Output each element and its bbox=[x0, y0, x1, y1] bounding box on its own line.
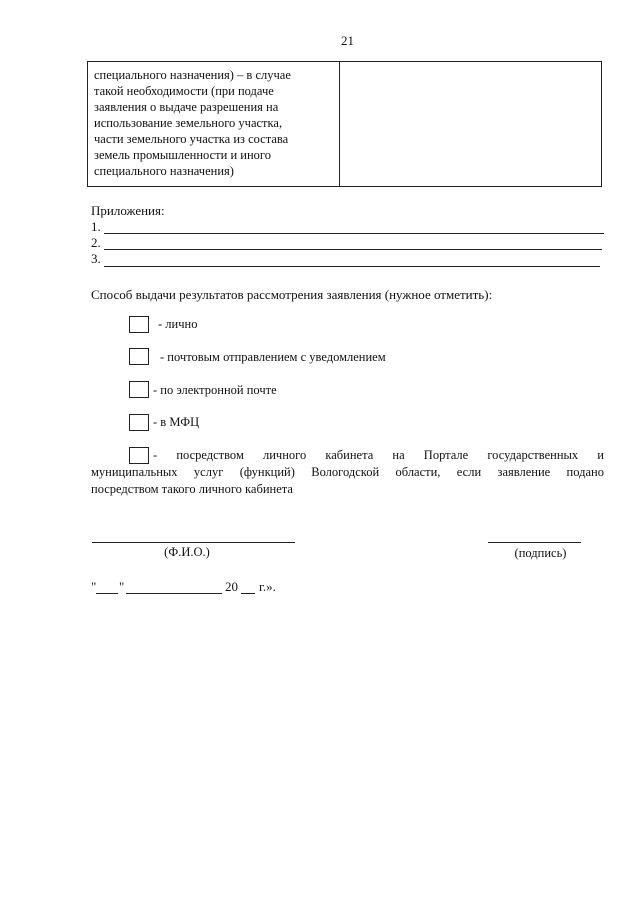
checkbox-mfc[interactable] bbox=[129, 414, 149, 431]
table-cell-line: специального назначения) bbox=[94, 164, 234, 178]
table-cell-line: заявления о выдаче разрешения на bbox=[94, 100, 279, 114]
table-cell-line: специального назначения) – в случае bbox=[94, 68, 291, 82]
delivery-heading: Способ выдачи результатов рассмотрения заявления (нужное отметить): bbox=[91, 287, 493, 302]
date-month-blank[interactable] bbox=[126, 593, 222, 594]
table-right-cell bbox=[340, 62, 601, 186]
attachments-title: Приложения: bbox=[91, 203, 165, 218]
option-word: и bbox=[597, 448, 604, 462]
checkbox-personal-cabinet[interactable] bbox=[129, 447, 149, 464]
option-label-in-person: - лично bbox=[158, 317, 198, 331]
attachment-number-3: 3. bbox=[91, 251, 101, 266]
page-number: 21 bbox=[341, 33, 354, 48]
date-year-prefix: 20 bbox=[225, 579, 238, 594]
attachment-line-1[interactable] bbox=[104, 233, 604, 234]
checkbox-email[interactable] bbox=[129, 381, 149, 398]
date-suffix: г.». bbox=[259, 579, 276, 594]
table-cell-line: использование земельного участка, bbox=[94, 116, 283, 130]
attachment-line-2[interactable] bbox=[104, 249, 602, 250]
option-label-personal-cabinet-line1 bbox=[153, 448, 604, 464]
continuation-table bbox=[87, 61, 602, 187]
date-day-blank[interactable] bbox=[96, 593, 118, 594]
option-word: Портале bbox=[423, 448, 469, 462]
checkbox-postal[interactable] bbox=[129, 348, 149, 365]
option-word: кабинета bbox=[325, 448, 374, 462]
signature-line[interactable] bbox=[488, 542, 581, 543]
attachment-line-3[interactable] bbox=[104, 266, 600, 267]
signature-caption: (подпись) bbox=[514, 546, 567, 560]
option-label-personal-cabinet-line3: посредством такого личного кабинета bbox=[91, 482, 293, 496]
date-line bbox=[91, 579, 291, 599]
table-cell-line: земель промышленности и иного bbox=[94, 148, 271, 162]
option-label-postal: - почтовым отправлением с уведомлением bbox=[160, 350, 386, 364]
option-word: - bbox=[153, 448, 158, 462]
checkbox-in-person[interactable] bbox=[129, 316, 149, 333]
option-label-mfc: - в МФЦ bbox=[153, 415, 200, 429]
option-word: государственных bbox=[487, 448, 579, 462]
table-cell-line: такой необходимости (при подаче bbox=[94, 84, 274, 98]
attachment-number-2: 2. bbox=[91, 235, 101, 250]
option-word: на bbox=[392, 448, 405, 462]
name-caption: (Ф.И.О.) bbox=[164, 545, 210, 559]
date-quote-close: " bbox=[119, 579, 125, 594]
option-word: посредством bbox=[176, 448, 244, 462]
option-word: личного bbox=[263, 448, 307, 462]
date-year-blank[interactable] bbox=[241, 593, 255, 594]
table-cell-line: части земельного участка из состава bbox=[94, 132, 289, 146]
option-label-personal-cabinet-line2: муниципальных услуг (функций) Вологодской области, если заявление подано bbox=[91, 465, 604, 479]
attachment-number-1: 1. bbox=[91, 219, 101, 234]
date-quote-open: " bbox=[91, 579, 97, 594]
name-signature-line[interactable] bbox=[92, 542, 295, 543]
option-label-email: - по электронной почте bbox=[153, 383, 277, 397]
table-left-cell bbox=[88, 62, 340, 186]
